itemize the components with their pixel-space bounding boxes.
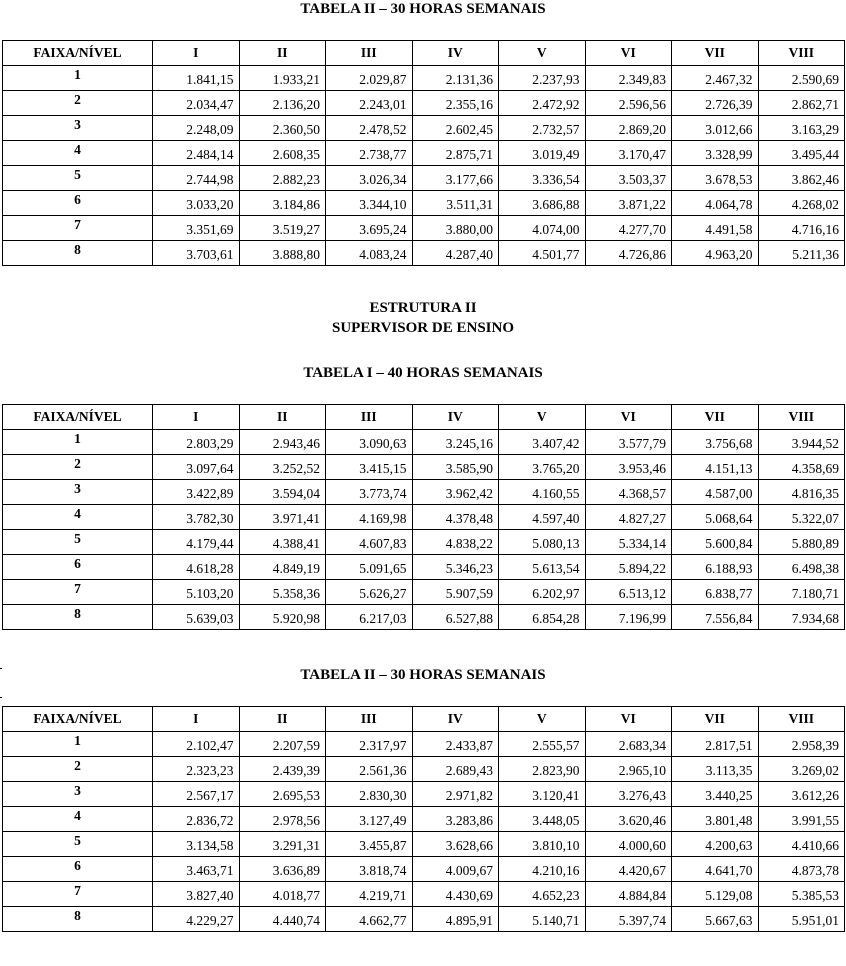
salary-value: 6.498,38 bbox=[758, 555, 845, 580]
table-row bbox=[3, 882, 845, 907]
salary-value: 6.838,77 bbox=[672, 580, 759, 605]
table-header-row bbox=[3, 707, 845, 732]
salary-value: 4.849,19 bbox=[239, 555, 326, 580]
salary-value: 4.219,71 bbox=[326, 882, 413, 907]
faixa-label: 4 bbox=[3, 505, 153, 530]
salary-value: 3.269,02 bbox=[758, 757, 845, 782]
salary-value: 5.894,22 bbox=[585, 555, 672, 580]
salary-value: 2.207,59 bbox=[239, 732, 326, 757]
salary-value: 3.344,10 bbox=[326, 191, 413, 216]
salary-value: 2.738,77 bbox=[326, 141, 413, 166]
table-row bbox=[3, 832, 845, 857]
table-row bbox=[3, 907, 845, 932]
salary-value: 3.991,55 bbox=[758, 807, 845, 832]
salary-value: 3.773,74 bbox=[326, 480, 413, 505]
table-row bbox=[3, 216, 845, 241]
salary-value: 4.009,67 bbox=[412, 857, 499, 882]
table-title: TABELA II – 30 HORAS SEMANAIS bbox=[300, 1, 546, 17]
salary-value: 4.873,78 bbox=[758, 857, 845, 882]
faixa-label: 5 bbox=[3, 530, 153, 555]
salary-value: 3.113,35 bbox=[672, 757, 759, 782]
salary-value: 3.495,44 bbox=[758, 141, 845, 166]
column-header-nivel: IV bbox=[412, 41, 499, 66]
table-row bbox=[3, 757, 845, 782]
salary-value: 4.597,40 bbox=[499, 505, 586, 530]
salary-value: 3.283,86 bbox=[412, 807, 499, 832]
table-row bbox=[3, 430, 845, 455]
salary-value: 6.217,03 bbox=[326, 605, 413, 630]
salary-value: 3.026,34 bbox=[326, 166, 413, 191]
salary-value: 5.613,54 bbox=[499, 555, 586, 580]
column-header-nivel: I bbox=[153, 405, 240, 430]
salary-value: 3.953,46 bbox=[585, 455, 672, 480]
salary-value: 1.933,21 bbox=[239, 66, 326, 91]
salary-value: 5.907,59 bbox=[412, 580, 499, 605]
salary-value: 2.555,57 bbox=[499, 732, 586, 757]
salary-value: 2.608,35 bbox=[239, 141, 326, 166]
salary-value: 2.034,47 bbox=[153, 91, 240, 116]
salary-value: 2.355,16 bbox=[412, 91, 499, 116]
salary-value: 5.385,53 bbox=[758, 882, 845, 907]
salary-value: 2.965,10 bbox=[585, 757, 672, 782]
faixa-label: 2 bbox=[3, 455, 153, 480]
table-header-row bbox=[3, 41, 845, 66]
salary-value: 4.827,27 bbox=[585, 505, 672, 530]
salary-value: 5.346,23 bbox=[412, 555, 499, 580]
salary-value: 5.600,84 bbox=[672, 530, 759, 555]
column-header-nivel: VIII bbox=[758, 707, 845, 732]
salary-value: 4.816,35 bbox=[758, 480, 845, 505]
faixa-label: 6 bbox=[3, 191, 153, 216]
column-header-nivel: IV bbox=[412, 707, 499, 732]
salary-value: 5.080,13 bbox=[499, 530, 586, 555]
column-header-nivel: II bbox=[239, 41, 326, 66]
salary-value: 3.448,05 bbox=[499, 807, 586, 832]
faixa-label: 8 bbox=[3, 241, 153, 266]
salary-value: 4.491,58 bbox=[672, 216, 759, 241]
faixa-label: 3 bbox=[3, 480, 153, 505]
salary-value: 2.971,82 bbox=[412, 782, 499, 807]
salary-value: 2.689,43 bbox=[412, 757, 499, 782]
salary-value: 5.129,08 bbox=[672, 882, 759, 907]
salary-value: 2.602,45 bbox=[412, 116, 499, 141]
salary-value: 6.202,97 bbox=[499, 580, 586, 605]
salary-value: 2.683,34 bbox=[585, 732, 672, 757]
faixa-label: 3 bbox=[3, 116, 153, 141]
column-header-nivel: I bbox=[153, 41, 240, 66]
table-row bbox=[3, 857, 845, 882]
salary-value: 3.810,10 bbox=[499, 832, 586, 857]
salary-value: 3.163,29 bbox=[758, 116, 845, 141]
salary-value: 5.211,36 bbox=[758, 241, 845, 266]
salary-value: 4.716,16 bbox=[758, 216, 845, 241]
column-header-nivel: VII bbox=[672, 41, 759, 66]
scan-edge-mark bbox=[0, 697, 2, 698]
salary-value: 7.934,68 bbox=[758, 605, 845, 630]
salary-value: 2.136,20 bbox=[239, 91, 326, 116]
column-header-nivel: VIII bbox=[758, 405, 845, 430]
salary-value: 4.179,44 bbox=[153, 530, 240, 555]
column-header-nivel: VIII bbox=[758, 41, 845, 66]
salary-value: 4.838,22 bbox=[412, 530, 499, 555]
salary-value: 3.090,63 bbox=[326, 430, 413, 455]
table-row bbox=[3, 191, 845, 216]
salary-value: 3.033,20 bbox=[153, 191, 240, 216]
salary-value: 2.561,36 bbox=[326, 757, 413, 782]
salary-value: 3.944,52 bbox=[758, 430, 845, 455]
salary-value: 3.245,16 bbox=[412, 430, 499, 455]
column-header-nivel: VII bbox=[672, 707, 759, 732]
faixa-label: 1 bbox=[3, 430, 153, 455]
salary-value: 1.841,15 bbox=[153, 66, 240, 91]
faixa-label: 7 bbox=[3, 580, 153, 605]
salary-value: 2.360,50 bbox=[239, 116, 326, 141]
salary-value: 3.097,64 bbox=[153, 455, 240, 480]
salary-value: 4.963,20 bbox=[672, 241, 759, 266]
column-header-nivel: VI bbox=[585, 707, 672, 732]
salary-value: 3.019,49 bbox=[499, 141, 586, 166]
salary-value: 2.817,51 bbox=[672, 732, 759, 757]
salary-value: 6.188,93 bbox=[672, 555, 759, 580]
column-header-nivel: IV bbox=[412, 405, 499, 430]
salary-value: 4.018,77 bbox=[239, 882, 326, 907]
salary-table bbox=[2, 40, 845, 266]
salary-value: 5.103,20 bbox=[153, 580, 240, 605]
salary-value: 3.971,41 bbox=[239, 505, 326, 530]
salary-value: 2.732,57 bbox=[499, 116, 586, 141]
salary-value: 4.641,70 bbox=[672, 857, 759, 882]
salary-value: 4.652,23 bbox=[499, 882, 586, 907]
column-header-nivel: V bbox=[499, 707, 586, 732]
salary-value: 2.862,71 bbox=[758, 91, 845, 116]
salary-value: 4.884,84 bbox=[585, 882, 672, 907]
salary-value: 4.229,27 bbox=[153, 907, 240, 932]
salary-value: 5.358,36 bbox=[239, 580, 326, 605]
structure-title: ESTRUTURA II bbox=[369, 300, 477, 316]
salary-value: 4.160,55 bbox=[499, 480, 586, 505]
salary-value: 2.102,47 bbox=[153, 732, 240, 757]
table-row bbox=[3, 116, 845, 141]
salary-value: 3.170,47 bbox=[585, 141, 672, 166]
salary-value: 2.484,14 bbox=[153, 141, 240, 166]
salary-value: 3.336,54 bbox=[499, 166, 586, 191]
salary-value: 4.587,00 bbox=[672, 480, 759, 505]
salary-value: 3.765,20 bbox=[499, 455, 586, 480]
salary-value: 6.854,28 bbox=[499, 605, 586, 630]
column-header-faixa-nivel: FAIXA/NÍVEL bbox=[3, 405, 153, 430]
salary-value: 3.888,80 bbox=[239, 241, 326, 266]
salary-value: 2.248,09 bbox=[153, 116, 240, 141]
salary-value: 3.827,40 bbox=[153, 882, 240, 907]
table-row bbox=[3, 580, 845, 605]
salary-value: 3.351,69 bbox=[153, 216, 240, 241]
salary-value: 4.210,16 bbox=[499, 857, 586, 882]
salary-value: 3.636,89 bbox=[239, 857, 326, 882]
table-row bbox=[3, 732, 845, 757]
salary-value: 2.943,46 bbox=[239, 430, 326, 455]
salary-value: 3.703,61 bbox=[153, 241, 240, 266]
salary-value: 4.607,83 bbox=[326, 530, 413, 555]
salary-table bbox=[2, 404, 845, 630]
salary-value: 4.074,00 bbox=[499, 216, 586, 241]
salary-value: 4.430,69 bbox=[412, 882, 499, 907]
salary-value: 3.511,31 bbox=[412, 191, 499, 216]
faixa-label: 2 bbox=[3, 91, 153, 116]
salary-value: 5.334,14 bbox=[585, 530, 672, 555]
salary-value: 4.083,24 bbox=[326, 241, 413, 266]
faixa-label: 3 bbox=[3, 782, 153, 807]
salary-value: 5.091,65 bbox=[326, 555, 413, 580]
salary-value: 3.455,87 bbox=[326, 832, 413, 857]
faixa-label: 7 bbox=[3, 882, 153, 907]
salary-value: 3.503,37 bbox=[585, 166, 672, 191]
salary-value: 4.368,57 bbox=[585, 480, 672, 505]
salary-value: 2.836,72 bbox=[153, 807, 240, 832]
salary-value: 3.818,74 bbox=[326, 857, 413, 882]
salary-value: 2.323,23 bbox=[153, 757, 240, 782]
salary-value: 4.358,69 bbox=[758, 455, 845, 480]
salary-value: 5.068,64 bbox=[672, 505, 759, 530]
salary-value: 2.803,29 bbox=[153, 430, 240, 455]
faixa-label: 6 bbox=[3, 555, 153, 580]
salary-table bbox=[2, 706, 845, 932]
salary-value: 2.823,90 bbox=[499, 757, 586, 782]
salary-value: 5.322,07 bbox=[758, 505, 845, 530]
salary-value: 3.463,71 bbox=[153, 857, 240, 882]
salary-value: 2.131,36 bbox=[412, 66, 499, 91]
column-header-nivel: V bbox=[499, 405, 586, 430]
table-row bbox=[3, 91, 845, 116]
table-row bbox=[3, 555, 845, 580]
salary-value: 5.397,74 bbox=[585, 907, 672, 932]
salary-value: 2.029,87 bbox=[326, 66, 413, 91]
salary-value: 3.252,52 bbox=[239, 455, 326, 480]
salary-value: 4.420,67 bbox=[585, 857, 672, 882]
salary-value: 3.585,90 bbox=[412, 455, 499, 480]
column-header-nivel: VI bbox=[585, 405, 672, 430]
salary-value: 2.744,98 bbox=[153, 166, 240, 191]
salary-value: 3.962,42 bbox=[412, 480, 499, 505]
salary-value: 5.920,98 bbox=[239, 605, 326, 630]
salary-value: 3.407,42 bbox=[499, 430, 586, 455]
faixa-label: 6 bbox=[3, 857, 153, 882]
salary-value: 4.000,60 bbox=[585, 832, 672, 857]
salary-value: 7.556,84 bbox=[672, 605, 759, 630]
salary-value: 2.695,53 bbox=[239, 782, 326, 807]
salary-value: 5.639,03 bbox=[153, 605, 240, 630]
column-header-nivel: V bbox=[499, 41, 586, 66]
salary-value: 4.440,74 bbox=[239, 907, 326, 932]
salary-value: 3.177,66 bbox=[412, 166, 499, 191]
salary-value: 4.895,91 bbox=[412, 907, 499, 932]
table-title: TABELA I – 40 HORAS SEMANAIS bbox=[303, 365, 543, 381]
column-header-nivel: III bbox=[326, 707, 413, 732]
column-header-nivel: II bbox=[239, 405, 326, 430]
salary-value: 3.127,49 bbox=[326, 807, 413, 832]
salary-value: 2.478,52 bbox=[326, 116, 413, 141]
salary-value: 5.951,01 bbox=[758, 907, 845, 932]
table-header-row bbox=[3, 405, 845, 430]
salary-value: 2.243,01 bbox=[326, 91, 413, 116]
salary-value: 2.349,83 bbox=[585, 66, 672, 91]
salary-value: 2.439,39 bbox=[239, 757, 326, 782]
table-row bbox=[3, 782, 845, 807]
salary-value: 3.782,30 bbox=[153, 505, 240, 530]
salary-value: 5.667,63 bbox=[672, 907, 759, 932]
column-header-nivel: VI bbox=[585, 41, 672, 66]
salary-value: 3.756,68 bbox=[672, 430, 759, 455]
salary-value: 4.388,41 bbox=[239, 530, 326, 555]
salary-value: 2.726,39 bbox=[672, 91, 759, 116]
salary-value: 2.978,56 bbox=[239, 807, 326, 832]
faixa-label: 8 bbox=[3, 907, 153, 932]
faixa-label: 5 bbox=[3, 166, 153, 191]
salary-value: 3.612,26 bbox=[758, 782, 845, 807]
table-row bbox=[3, 166, 845, 191]
salary-value: 4.277,70 bbox=[585, 216, 672, 241]
salary-value: 3.120,41 bbox=[499, 782, 586, 807]
salary-value: 2.596,56 bbox=[585, 91, 672, 116]
table-row bbox=[3, 807, 845, 832]
salary-value: 4.378,48 bbox=[412, 505, 499, 530]
salary-value: 2.317,97 bbox=[326, 732, 413, 757]
salary-value: 2.237,93 bbox=[499, 66, 586, 91]
salary-value: 2.958,39 bbox=[758, 732, 845, 757]
salary-value: 3.519,27 bbox=[239, 216, 326, 241]
salary-value: 3.628,66 bbox=[412, 832, 499, 857]
table-row bbox=[3, 455, 845, 480]
salary-value: 2.875,71 bbox=[412, 141, 499, 166]
table-row bbox=[3, 241, 845, 266]
salary-value: 4.410,66 bbox=[758, 832, 845, 857]
salary-value: 5.626,27 bbox=[326, 580, 413, 605]
salary-value: 3.862,46 bbox=[758, 166, 845, 191]
faixa-label: 5 bbox=[3, 832, 153, 857]
salary-value: 2.472,92 bbox=[499, 91, 586, 116]
salary-value: 4.169,98 bbox=[326, 505, 413, 530]
salary-value: 4.287,40 bbox=[412, 241, 499, 266]
column-header-nivel: III bbox=[326, 41, 413, 66]
salary-value: 3.184,86 bbox=[239, 191, 326, 216]
salary-value: 3.880,00 bbox=[412, 216, 499, 241]
salary-value: 3.678,53 bbox=[672, 166, 759, 191]
salary-value: 5.880,89 bbox=[758, 530, 845, 555]
salary-value: 3.686,88 bbox=[499, 191, 586, 216]
faixa-label: 8 bbox=[3, 605, 153, 630]
table-row bbox=[3, 141, 845, 166]
salary-value: 4.662,77 bbox=[326, 907, 413, 932]
salary-value: 3.291,31 bbox=[239, 832, 326, 857]
role-title: SUPERVISOR DE ENSINO bbox=[331, 320, 514, 336]
column-header-nivel: I bbox=[153, 707, 240, 732]
column-header-faixa-nivel: FAIXA/NÍVEL bbox=[3, 41, 153, 66]
salary-value: 3.577,79 bbox=[585, 430, 672, 455]
salary-value: 2.433,87 bbox=[412, 732, 499, 757]
salary-value: 4.200,63 bbox=[672, 832, 759, 857]
table-row bbox=[3, 530, 845, 555]
faixa-label: 7 bbox=[3, 216, 153, 241]
salary-value: 3.695,24 bbox=[326, 216, 413, 241]
salary-value: 2.567,17 bbox=[153, 782, 240, 807]
salary-value: 3.620,46 bbox=[585, 807, 672, 832]
salary-value: 3.415,15 bbox=[326, 455, 413, 480]
faixa-label: 1 bbox=[3, 66, 153, 91]
salary-value: 4.151,13 bbox=[672, 455, 759, 480]
salary-value: 3.422,89 bbox=[153, 480, 240, 505]
scan-edge-mark bbox=[0, 668, 2, 669]
salary-value: 6.513,12 bbox=[585, 580, 672, 605]
salary-value: 2.869,20 bbox=[585, 116, 672, 141]
salary-value: 4.268,02 bbox=[758, 191, 845, 216]
salary-value: 3.328,99 bbox=[672, 141, 759, 166]
table-title: TABELA II – 30 HORAS SEMANAIS bbox=[300, 667, 546, 683]
table-row bbox=[3, 505, 845, 530]
table-row bbox=[3, 480, 845, 505]
salary-value: 3.134,58 bbox=[153, 832, 240, 857]
faixa-label: 1 bbox=[3, 732, 153, 757]
salary-value: 2.467,32 bbox=[672, 66, 759, 91]
salary-value: 2.830,30 bbox=[326, 782, 413, 807]
salary-value: 3.012,66 bbox=[672, 116, 759, 141]
table-row bbox=[3, 66, 845, 91]
salary-value: 3.801,48 bbox=[672, 807, 759, 832]
faixa-label: 4 bbox=[3, 807, 153, 832]
faixa-label: 2 bbox=[3, 757, 153, 782]
column-header-nivel: VII bbox=[672, 405, 759, 430]
column-header-faixa-nivel: FAIXA/NÍVEL bbox=[3, 707, 153, 732]
salary-value: 3.871,22 bbox=[585, 191, 672, 216]
column-header-nivel: II bbox=[239, 707, 326, 732]
salary-value: 4.618,28 bbox=[153, 555, 240, 580]
salary-value: 4.501,77 bbox=[499, 241, 586, 266]
salary-value: 2.590,69 bbox=[758, 66, 845, 91]
salary-value: 3.276,43 bbox=[585, 782, 672, 807]
table-row bbox=[3, 605, 845, 630]
salary-value: 4.064,78 bbox=[672, 191, 759, 216]
salary-value: 5.140,71 bbox=[499, 907, 586, 932]
salary-value: 7.180,71 bbox=[758, 580, 845, 605]
column-header-nivel: III bbox=[326, 405, 413, 430]
salary-value: 2.882,23 bbox=[239, 166, 326, 191]
salary-value: 3.594,04 bbox=[239, 480, 326, 505]
salary-value: 4.726,86 bbox=[585, 241, 672, 266]
salary-value: 3.440,25 bbox=[672, 782, 759, 807]
faixa-label: 4 bbox=[3, 141, 153, 166]
salary-value: 7.196,99 bbox=[585, 605, 672, 630]
salary-value: 6.527,88 bbox=[412, 605, 499, 630]
